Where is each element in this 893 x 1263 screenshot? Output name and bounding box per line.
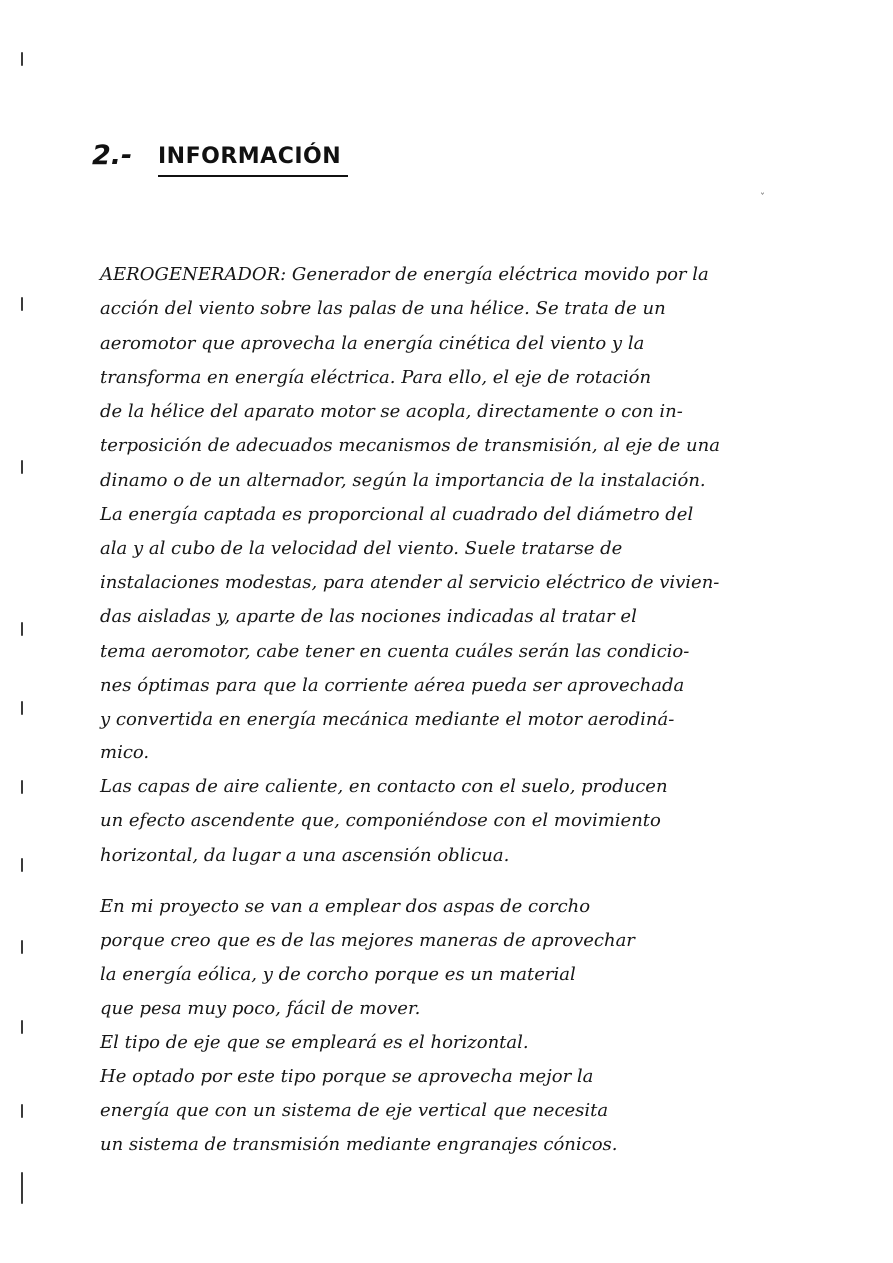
text-line: un efecto ascendente que, componiéndose con el movimiento: [100, 810, 661, 831]
text-line: nes óptimas para que la corriente aérea pueda ser aprovechada: [100, 675, 685, 696]
margin-tick: [21, 52, 23, 66]
text-line: de la hélice del aparato motor se acopla, directamente o con in-: [100, 401, 683, 422]
text-line: dinamo o de un alternador, según la importancia de la instalación.: [100, 470, 706, 491]
margin-tick: [21, 622, 23, 636]
margin-tick: [21, 780, 23, 794]
text-line: aeromotor que aprovecha la energía cinética del viento y la: [100, 333, 645, 354]
text-line: instalaciones modestas, para atender al servicio eléctrico de vivien-: [100, 572, 720, 593]
text-line: energía que con un sistema de eje vertical que necesita: [100, 1100, 609, 1121]
text-line: Las capas de aire caliente, en contacto con el suelo, producen: [100, 776, 668, 797]
text-line: y convertida en energía mecánica mediante el motor aerodiná-: [100, 709, 675, 730]
text-line: un sistema de transmisión mediante engranajes cónicos.: [100, 1134, 618, 1155]
margin-tick: [21, 297, 23, 311]
stray-ink-mark: ˇ: [760, 193, 765, 204]
text-line: transforma en energía eléctrica. Para ello, el eje de rotación: [100, 367, 652, 388]
text-line: AEROGENERADOR: Generador de energía eléctrica movido por la: [100, 264, 709, 285]
text-line: mico.: [100, 742, 150, 763]
margin-tick: [21, 1020, 23, 1034]
text-line: tema aeromotor, cabe tener en cuenta cuáles serán las condicio-: [100, 641, 690, 662]
section-title: INFORMACIÓN: [158, 144, 348, 177]
section-number: 2.-: [92, 140, 133, 171]
text-line: ala y al cubo de la velocidad del viento. Suele tratarse de: [100, 538, 623, 559]
text-line: que pesa muy poco, fácil de mover.: [100, 998, 421, 1019]
margin-tick: [21, 701, 23, 715]
margin-tick: [21, 1172, 23, 1204]
text-line: la energía eólica, y de corcho porque es un material: [100, 964, 576, 985]
margin-tick: [21, 940, 23, 954]
text-line: das aisladas y, aparte de las nociones indicadas al tratar el: [100, 606, 637, 627]
text-line: En mi proyecto se van a emplear dos aspas de corcho: [100, 896, 591, 917]
text-line: terposición de adecuados mecanismos de transmisión, al eje de una: [100, 435, 720, 456]
text-line: horizontal, da lugar a una ascensión oblicua.: [100, 845, 510, 866]
text-line: He optado por este tipo porque se aprovecha mejor la: [100, 1066, 594, 1087]
text-line: La energía captada es proporcional al cuadrado del diámetro del: [100, 504, 694, 525]
margin-tick: [21, 858, 23, 872]
text-line: El tipo de eje que se empleará es el horizontal.: [100, 1032, 529, 1053]
margin-tick: [21, 1104, 23, 1118]
text-line: acción del viento sobre las palas de una hélice. Se trata de un: [100, 298, 666, 319]
text-line: porque creo que es de las mejores maneras de aprovechar: [100, 930, 635, 951]
margin-tick: [21, 460, 23, 474]
